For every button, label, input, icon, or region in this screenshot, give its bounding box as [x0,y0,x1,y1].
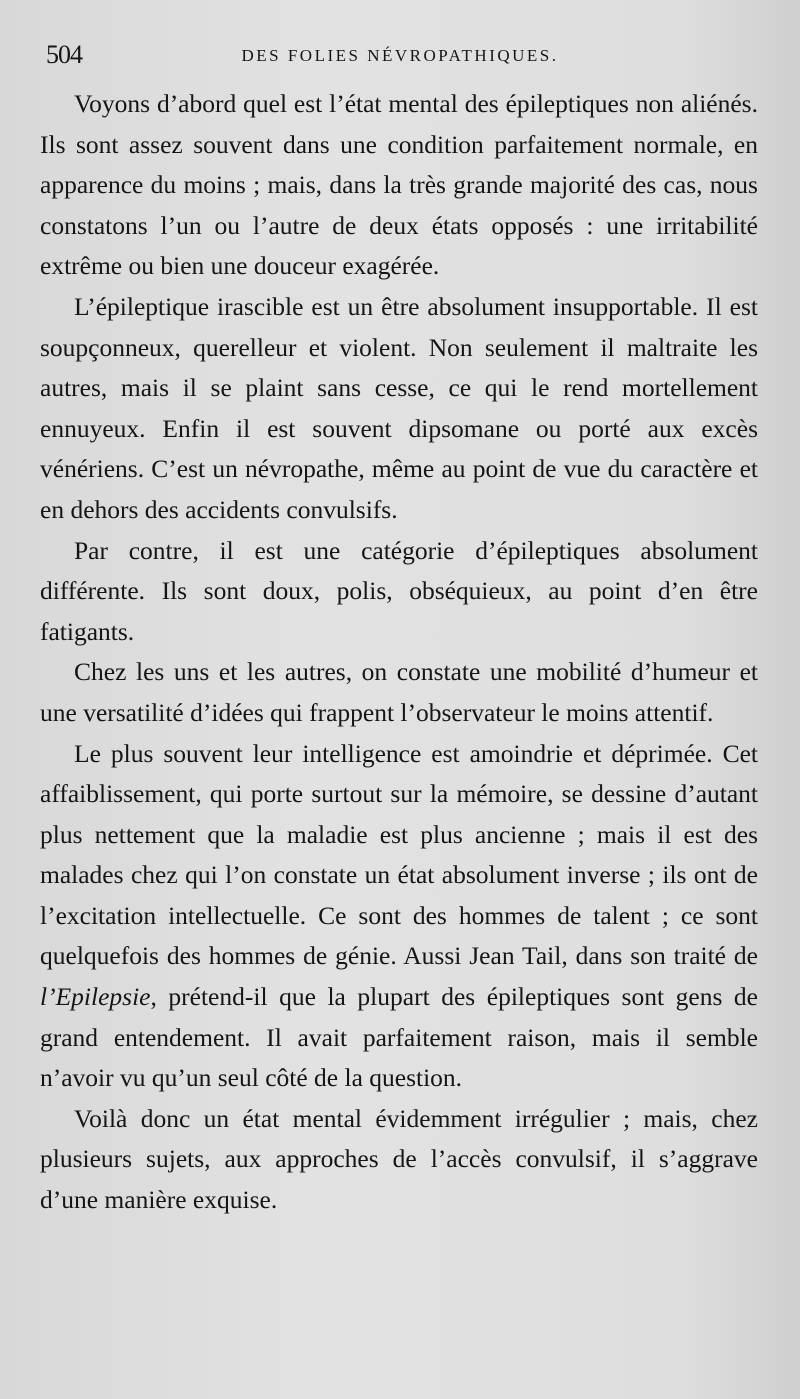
page-number: 504 [46,40,82,69]
paragraph-6: Voilà donc un état mental évidemment irrégulier ; mais, chez plusieurs sujets, aux approches de l’accès convulsif, il s’aggrave d’une manière exquise. [40,1103,758,1215]
paragraph-1: Voyons d’abord quel est l’état mental des épileptiques non aliénés. Ils sont assez souvent dans une condition parfaitement normale, en apparence du moins ; mais, dans la très grande majorité des cas, nous constatons l’un ou l’autre de deux états opposés : une irritabilité extrême ou bien une douceur exagérée. [40,89,758,281]
paragraph-3: Par contre, il est une catégorie d’épileptiques absolument différente. Ils sont doux, polis, obséquieux, au point d’en être fatigants. [40,535,758,646]
paragraph-5-text-start: Le plus souvent leur intelligence est amoindrie et déprimée. Cet affaiblissement, qui porte surtout sur la mémoire, se dessine d’autant plus nettement que la maladie est plus ancienne ; mais il est des malades chez qui l’on constate un état absolument inverse ; ils ont de l’excitation intellectuelle. Ce sont des hommes de talent ; ce sont quelquefois des hommes de génie. Aussi Jean Tail, dans son traité de [40,738,758,971]
running-title: DES FOLIES NÉVROPATHIQUES. [241,46,559,65]
paragraph-5 [40,734,758,1099]
paragraph-2: L’épileptique irascible est un être absolument insupportable. Il est soupçonneux, querelleur et violent. Non seulement il maltraite les autres, mais il se plaint sans cesse, ce qui le rend mortellement ennuyeux. Enfin il est souvent dipsomane ou porté aux excès vénériens. C’est un névropathe, même au point de vue du caractère et en dehors des accidents convulsifs. [40,291,758,524]
page-header [40,40,760,80]
paragraph-4: Chez les uns et les autres, on constate une mobilité d’humeur et une versatilité d’idées qui frappent l’observateur le moins attentif. [40,657,758,727]
book-title-epilepsie: l’Epilepsie [40,982,151,1012]
paragraph-5-text-end: , prétend-il que la plupart des épileptiques sont gens de grand entendement. Il avait parfaitement raison, mais il semble n’avoir vu qu’un seul côté de la question. [40,982,758,1093]
body-text [40,84,758,1221]
